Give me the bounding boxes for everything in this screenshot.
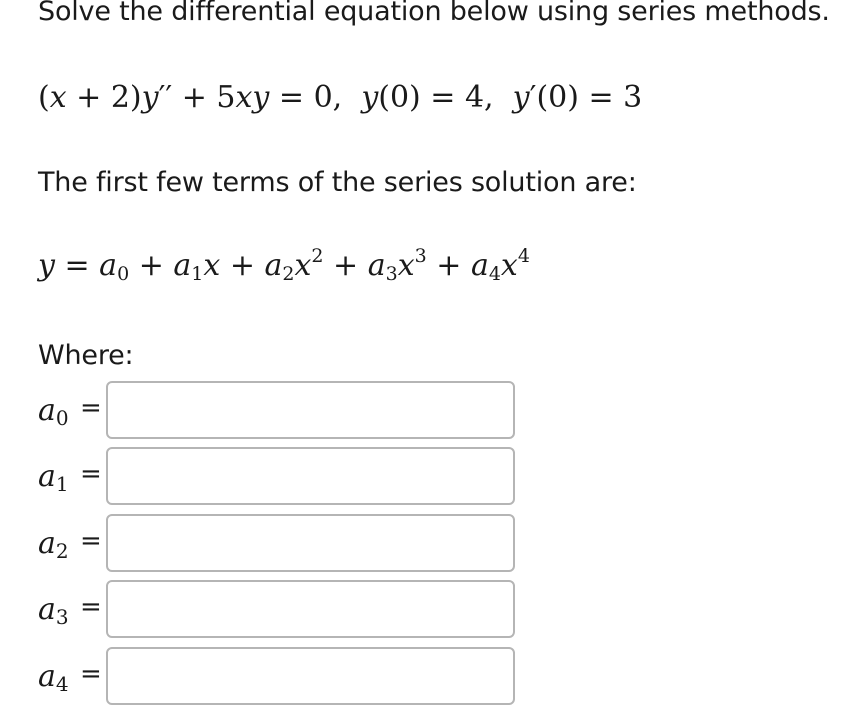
equals-sign: = xyxy=(80,393,102,423)
a0-answer-input[interactable] xyxy=(106,381,515,439)
coefficient-label-a1: $a_1$ xyxy=(38,459,69,496)
series-a4: a xyxy=(470,248,489,283)
equals-sign: = xyxy=(80,592,102,622)
coefficient-row-a0 xyxy=(38,381,518,443)
initial-condition-1: (0) = 4, xyxy=(378,80,494,115)
coefficient-label-a0: $a_0$ xyxy=(38,393,69,430)
series-a2: a xyxy=(264,248,283,283)
coefficient-row-a2 xyxy=(38,514,518,576)
eq-y: y xyxy=(141,80,159,115)
eq-x: x xyxy=(49,80,67,115)
series-plus-2: + xyxy=(220,248,265,283)
series-a0: a xyxy=(99,248,118,283)
eq-second-prime: ′′ xyxy=(158,80,173,115)
series-a3-index: 3 xyxy=(385,263,398,285)
equals-sign: = xyxy=(80,659,102,689)
series-plus-3: + xyxy=(323,248,368,283)
series-intro-text: The first few terms of the series solution are: xyxy=(38,167,637,198)
series-a1-index: 1 xyxy=(191,263,204,285)
series-a4-index: 4 xyxy=(488,263,501,285)
coefficient-label-a4: $a_4$ xyxy=(38,659,69,696)
series-x1: x xyxy=(203,248,221,283)
initial-condition-2-fn: y xyxy=(512,80,530,115)
equals-sign: = xyxy=(80,459,102,489)
coefficient-row-a1 xyxy=(38,447,518,509)
series-a2-index: 2 xyxy=(282,263,295,285)
series-x3-power: 3 xyxy=(414,245,427,267)
eq-xy: xy xyxy=(235,80,270,115)
eq-paren: ( xyxy=(38,80,50,115)
equals-sign: = xyxy=(80,526,102,556)
series-x4: x xyxy=(500,248,518,283)
differential-equation xyxy=(38,80,642,115)
eq-plus-five: + 5 xyxy=(172,80,236,115)
initial-condition-1-fn: y xyxy=(361,80,379,115)
series-equals: = xyxy=(54,248,100,283)
series-a1: a xyxy=(173,248,192,283)
where-label: Where: xyxy=(38,340,134,371)
instruction-text: Solve the differential equation below using series methods. xyxy=(38,0,830,27)
series-x4-power: 4 xyxy=(517,245,530,267)
series-x2: x xyxy=(294,248,312,283)
coefficient-label-a3: $a_3$ xyxy=(38,592,69,629)
series-solution xyxy=(38,245,530,285)
coefficient-row-a4 xyxy=(38,647,518,709)
a1-answer-input[interactable] xyxy=(106,447,515,505)
a2-answer-input[interactable] xyxy=(106,514,515,572)
series-y: y xyxy=(38,248,55,283)
a4-answer-input[interactable] xyxy=(106,647,515,705)
series-plus-1: + xyxy=(129,248,174,283)
series-plus-4: + xyxy=(426,248,471,283)
series-a3: a xyxy=(367,248,386,283)
a3-answer-input[interactable] xyxy=(106,580,515,638)
eq-equals-zero: = 0, xyxy=(269,80,343,115)
eq-plus-two: + 2) xyxy=(66,80,142,115)
initial-condition-2-prime: ′ xyxy=(529,80,537,115)
coefficient-row-a3 xyxy=(38,580,518,642)
series-a0-index: 0 xyxy=(117,263,130,285)
series-x3: x xyxy=(397,248,415,283)
initial-condition-2: (0) = 3 xyxy=(536,80,643,115)
series-x2-power: 2 xyxy=(311,245,324,267)
coefficient-label-a2: $a_2$ xyxy=(38,526,69,563)
